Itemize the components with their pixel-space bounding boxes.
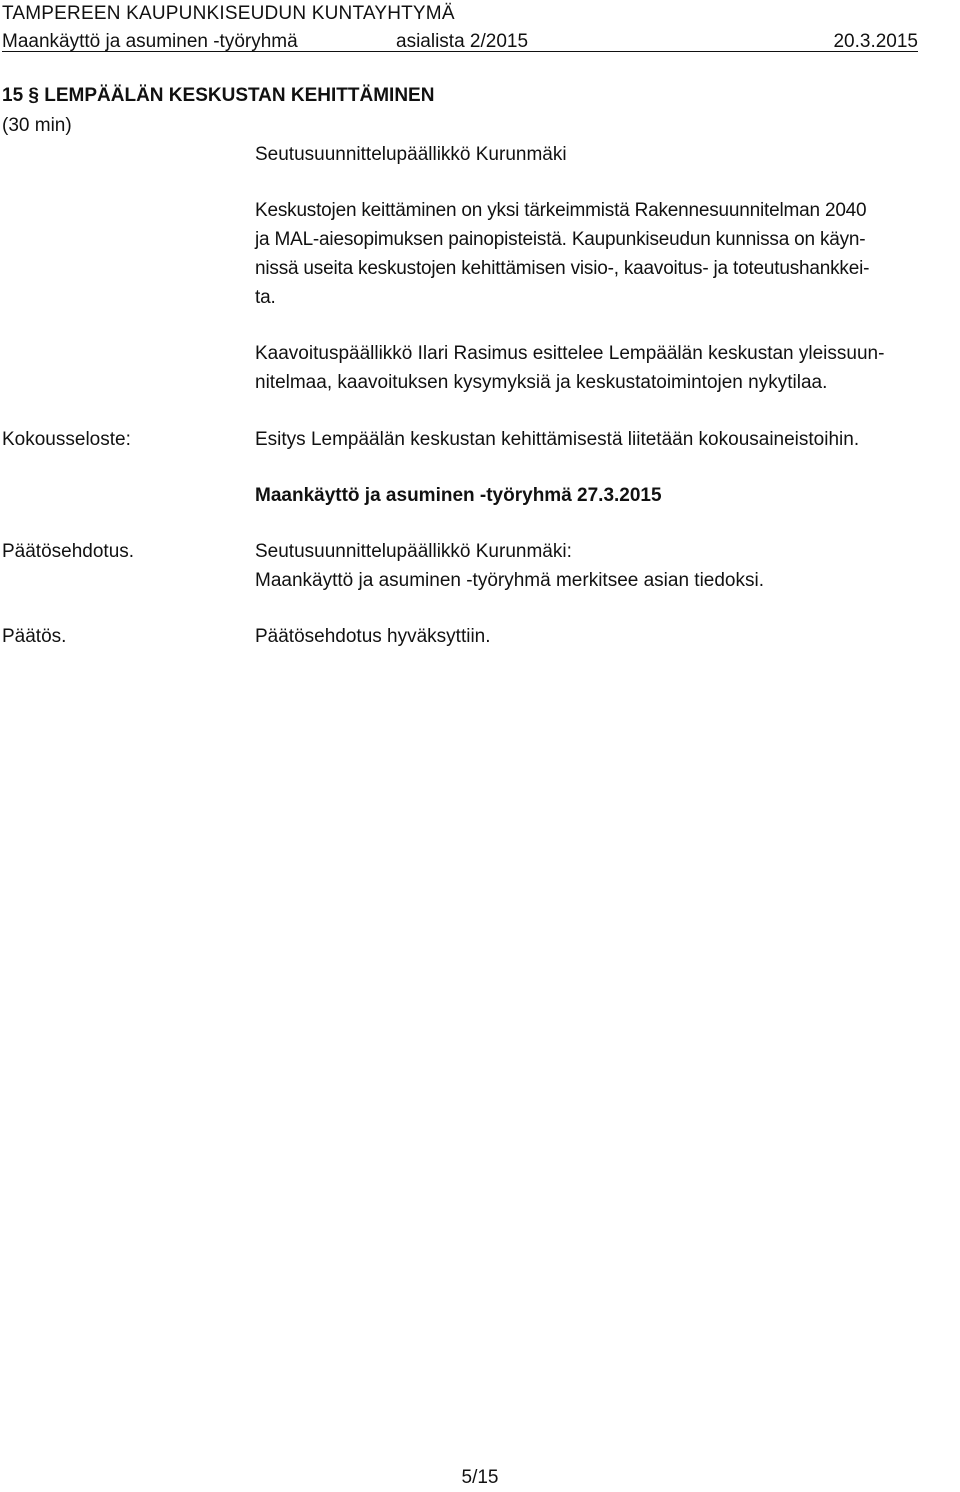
organization-name: TAMPEREEN KAUPUNKISEUDUN KUNTAYHTYMÄ (2, 3, 455, 24)
paragraph-2-line-2: nitelmaa, kaavoituksen kysymyksiä ja keskustatoimintojen nykytilaa. (255, 372, 828, 393)
agenda-number: asialista 2/2015 (396, 31, 529, 52)
proposal-line-2: Maankäyttö ja asuminen -työryhmä merkitsee asian tiedoksi. (255, 570, 765, 591)
proposal-line-1: Seutusuunnittelupäällikkö Kurunmäki: (255, 541, 572, 562)
header-divider (2, 51, 918, 52)
paragraph-1-line-3: nissä useita keskustojen kehittämisen visio-, kaavoitus- ja toteutushankkei- (255, 258, 870, 279)
working-group-name: Maankäyttö ja asuminen -työryhmä (2, 31, 298, 52)
item-presenter: Seutusuunnittelupäällikkö Kurunmäki (255, 144, 567, 165)
page-number: 5/15 (461, 1467, 499, 1488)
item-title: 15 § LEMPÄÄLÄN KESKUSTAN KEHITTÄMINEN (2, 85, 435, 106)
attachment-text: Esitys Lempäälän keskustan kehittämisestä liitetään kokousaineistoihin. (255, 429, 860, 450)
decision-label: Päätös. (2, 626, 67, 647)
attachment-label: Kokousseloste: (2, 429, 131, 450)
document-date: 20.3.2015 (833, 31, 918, 52)
item-duration: (30 min) (2, 115, 72, 136)
paragraph-1-line-2: ja MAL-aiesopimuksen painopisteistä. Kaupunkiseudun kunnissa on käyn- (255, 229, 866, 250)
proposal-label: Päätösehdotus. (2, 541, 135, 562)
paragraph-1-line-1: Keskustojen keittäminen on yksi tärkeimmistä Rakennesuunnitelman 2040 (255, 200, 867, 221)
decision-text: Päätösehdotus hyväksyttiin. (255, 626, 491, 647)
paragraph-2-line-1: Kaavoituspäällikkö Ilari Rasimus esittelee Lempäälän keskustan yleissuun- (255, 343, 885, 364)
meeting-heading: Maankäyttö ja asuminen -työryhmä 27.3.2015 (255, 485, 662, 506)
paragraph-1-line-4: ta. (255, 287, 276, 308)
